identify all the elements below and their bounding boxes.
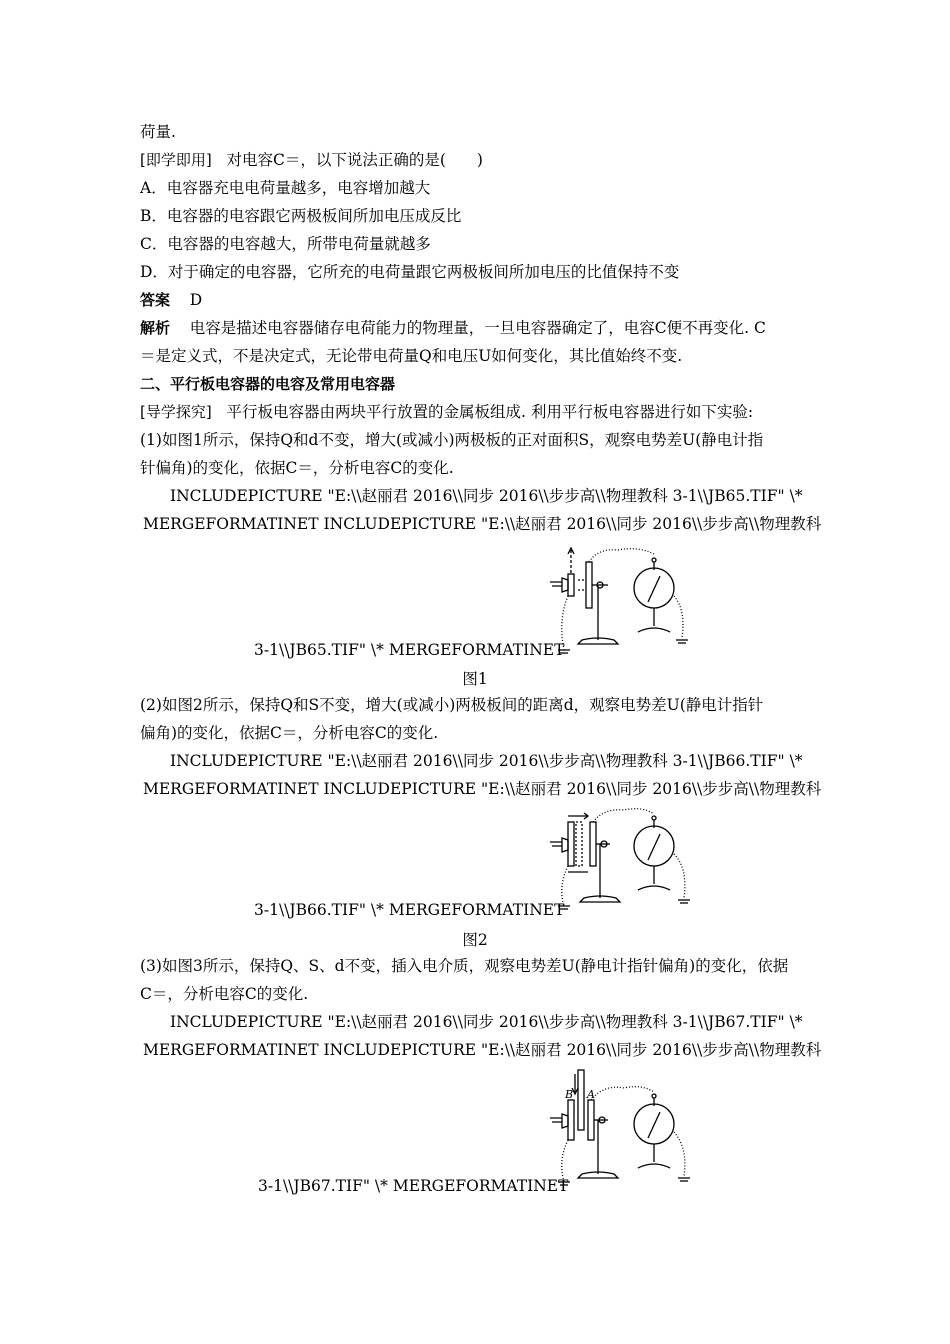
answer-line bbox=[140, 290, 820, 310]
step1-line-1: (1)如图1所示，保持Q和d不变，增大(或减小)两极板的正对面积S，观察电势差U(静电计指 bbox=[140, 431, 764, 449]
figure2-apparatus bbox=[548, 802, 698, 914]
step2-line-1: (2)如图2所示，保持Q和S不变，增大(或减小)两极板间的距离d，观察电势差U(静电计指针 bbox=[140, 696, 764, 714]
figure1-include-tail: 3-1\\JB65.TIF" \* MERGEFORMATINET bbox=[254, 641, 565, 659]
analysis-line-2: ＝是定义式，不是决定式，无论带电荷量Q和电压U如何变化，其比值始终不变. bbox=[140, 347, 683, 365]
figure3-apparatus bbox=[548, 1064, 698, 1192]
step3-line-1: (3)如图3所示，保持Q、S、d不变，插入电介质，观察电势差U(静电计指针偏角)的变化，依据 bbox=[140, 957, 789, 975]
continued-text: 荷量. bbox=[140, 123, 176, 141]
figure1-include-line1: INCLUDEPICTURE "E:\\赵丽君 2016\\同步 2016\\步步高\\物理教科 3-1\\JB65.TIF" \* bbox=[170, 487, 803, 505]
exercise-question: 对电容C＝，以下说法正确的是( ) bbox=[226, 151, 483, 169]
analysis-label: 解析 bbox=[140, 319, 171, 337]
answer-label: 答案 bbox=[140, 291, 171, 309]
figure1-apparatus bbox=[548, 540, 698, 660]
plate-b-label: B bbox=[565, 1088, 574, 1101]
analysis-line-1 bbox=[140, 318, 820, 338]
figure2-include-line1: INCLUDEPICTURE "E:\\赵丽君 2016\\同步 2016\\步步高\\物理教科 3-1\\JB66.TIF" \* bbox=[170, 752, 803, 770]
figure1-include-line2: MERGEFORMATINET INCLUDEPICTURE "E:\\赵丽君 2016\\同步 2016\\步步高\\物理教科 bbox=[143, 515, 822, 533]
step1-line-2: 针偏角)的变化，依据C＝，分析电容C的变化. bbox=[140, 459, 454, 477]
option-c: C．电容器的电容越大，所带电荷量就越多 bbox=[140, 235, 431, 253]
figure1-label: 图1 bbox=[462, 670, 488, 688]
figure2-include-line2: MERGEFORMATINET INCLUDEPICTURE "E:\\赵丽君 2016\\同步 2016\\步步高\\物理教科 bbox=[143, 780, 822, 798]
figure3-include-line2: MERGEFORMATINET INCLUDEPICTURE "E:\\赵丽君 2016\\同步 2016\\步步高\\物理教科 bbox=[143, 1041, 822, 1059]
option-d: D．对于确定的电容器，它所充的电荷量跟它两极板间所加电压的比值保持不变 bbox=[140, 263, 680, 281]
explore-tag: [导学探究] bbox=[140, 403, 212, 421]
section-title: 二、平行板电容器的电容及常用电容器 bbox=[140, 375, 396, 393]
explore-intro-line bbox=[140, 402, 820, 422]
analysis-text-1: 电容是描述电容器储存电荷能力的物理量，一旦电容器确定了，电容C便不再变化. C bbox=[189, 319, 766, 337]
answer-value: D bbox=[189, 291, 203, 309]
exercise-question-line bbox=[140, 150, 820, 170]
figure2-label: 图2 bbox=[462, 931, 488, 949]
figure3-include-line1: INCLUDEPICTURE "E:\\赵丽君 2016\\同步 2016\\步步高\\物理教科 3-1\\JB67.TIF" \* bbox=[170, 1013, 803, 1031]
step2-line-2: 偏角)的变化，依据C＝，分析电容C的变化. bbox=[140, 724, 439, 742]
figure2-include-tail: 3-1\\JB66.TIF" \* MERGEFORMATINET bbox=[254, 901, 565, 919]
figure3-include-tail: 3-1\\JB67.TIF" \* MERGEFORMATINET bbox=[258, 1177, 569, 1195]
step3-line-2: C＝，分析电容C的变化. bbox=[140, 985, 309, 1003]
plate-a-label: A bbox=[587, 1088, 595, 1101]
option-a: A．电容器充电电荷量越多，电容增加越大 bbox=[140, 179, 431, 197]
explore-intro: 平行板电容器由两块平行放置的金属板组成. 利用平行板电容器进行如下实验: bbox=[226, 403, 754, 421]
option-b: B．电容器的电容跟它两极板间所加电压成反比 bbox=[140, 207, 462, 225]
exercise-tag: [即学即用] bbox=[140, 151, 212, 169]
